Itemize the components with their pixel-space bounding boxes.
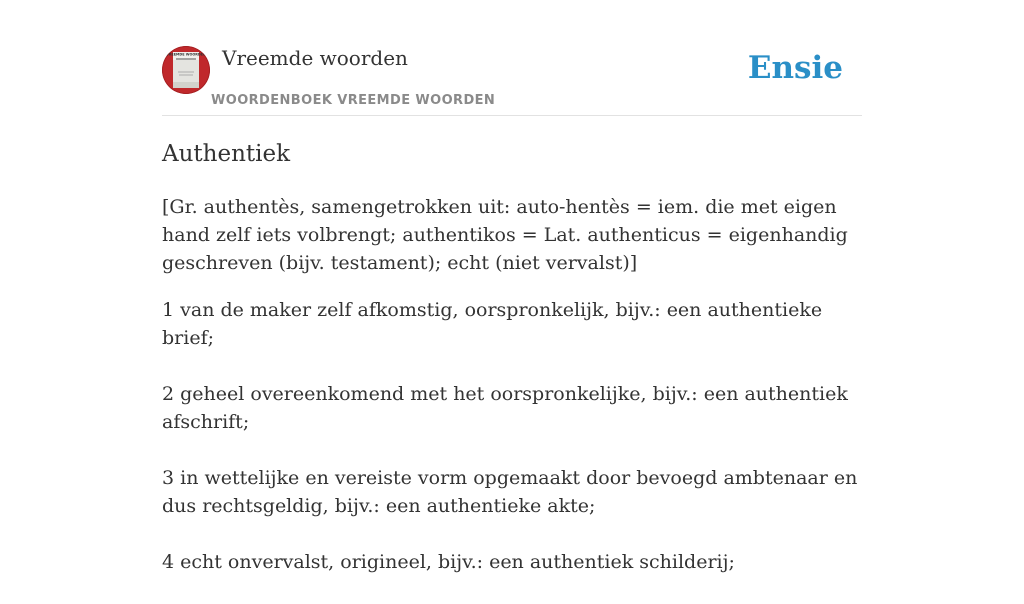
ensie-logo[interactable]: Ensie [747,50,843,86]
definition-item: 2 geheel overeenkomend met het oorspronkelijke, bijv.: een authentiek afschrift; [162,383,848,433]
entry-content [162,136,862,604]
book-cover-text: VREEMDE WOORDEN [166,52,206,57]
source-subtitle[interactable]: WOORDENBOEK VREEMDE WOORDEN [211,93,496,108]
definition-item: 1 van de maker zelf afkomstig, oorspronkelijk, bijv.: een authentieke brief; [162,299,823,349]
definition-item: 4 echt onvervalst, origineel, bijv.: een authentiek schilderij; [162,551,735,573]
entry-etymology: [Gr. authentès, samengetrokken uit: auto-hentès = iem. die met eigen hand zelf iets volbrengt; authentikos = Lat. authenticus = eigenhandig geschreven (bijv. testament); echt (niet vervalst)] [162,196,848,274]
definition-item: 3 in wettelijke en vereiste vorm opgemaakt door bevoegd ambtenaar en dus rechtsgeldig, bijv.: een authentieke akte; [162,467,858,517]
definition-list [162,296,862,576]
site-header [162,44,862,116]
source-avatar[interactable] [162,46,210,94]
book-cover-icon [162,46,210,94]
entry-title: Authentiek [162,141,291,167]
source-title[interactable]: Vreemde woorden [222,46,408,70]
